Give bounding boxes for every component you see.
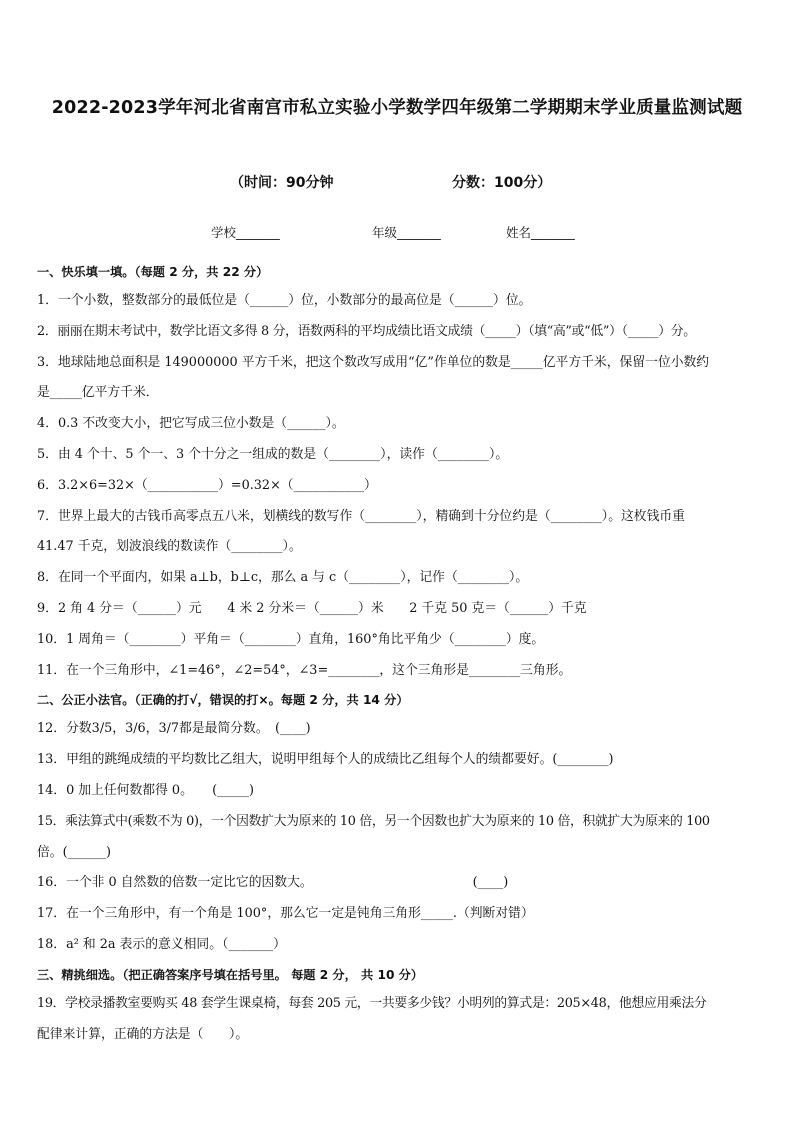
question-line: 2．丽丽在期末考试中，数学比语文多得 8 分，语数两科的平均成绩比语文成绩（_____）（填“高”或“低”）（_____）分。	[37, 323, 696, 339]
question-line: 配律来计算，正确的方法是（ ）。	[37, 1026, 249, 1042]
question-line: 16．一个非 0 自然数的倍数一定比它的因数大。 (____)	[37, 875, 509, 891]
grade-field: 年级_______	[372, 225, 441, 240]
question-line: 11．在一个三角形中，∠1=46°，∠2=54°，∠3=________，这个三角形是________三角形。	[37, 662, 572, 678]
question-line: 15．乘法算式中(乘数不为 0)，一个因数扩大为原来的 10 倍，另一个因数也扩大为原来的 10 倍，积就扩大为原来的 100	[37, 813, 710, 829]
question-line: 倍。(______)	[37, 844, 111, 860]
question-line: 14．0 加上任何数都得 0。 (_____)	[37, 782, 255, 798]
question-line: 7．世界上最大的古钱币高零点五八米，划横线的数写作（________），精确到十分位约是（________）。这枚钱币重	[37, 508, 685, 524]
question-list	[37, 258, 762, 1050]
page-title: 2022-2023学年河北省南宫市私立实验小学数学四年级第二学期期末学业质量监测试题	[51, 98, 743, 118]
question-line: 1．一个小数，整数部分的最低位是（______）位，小数部分的最高位是（______）位。	[37, 293, 532, 308]
exam-time: （时间：90分钟	[230, 175, 334, 191]
question-line: 19．学校录播教室要购买 48 套学生课桌椅，每套 205 元，一共要多少钱？小明列的算式是：205×48，他想应用乘法分	[37, 995, 707, 1011]
question-line: 12．分数3/5，3/6，3/7都是最简分数。 (____)	[37, 721, 311, 737]
section-heading: 二、公正小法官。（正确的打√，错误的打×。每题 2 分，共 14 分）	[37, 693, 409, 708]
section-heading: 三、精挑细选。（把正确答案序号填在括号里。 每题 2 分， 共 10 分）	[37, 967, 424, 982]
question-line: 是_____亿平方千米．	[37, 385, 159, 401]
name-field: 姓名_______	[506, 225, 575, 240]
school-field: 学校_______	[211, 225, 280, 240]
question-line: 41.47 千克，划波浪线的数读作（________）。	[37, 539, 302, 555]
question-line: 6．3.2×6=32×（___________）=0.32×（___________）	[37, 477, 377, 493]
question-line: 10．1 周角＝（________）平角＝（________）直角，160°角比平角少（________）度。	[37, 631, 545, 647]
question-line: 3．地球陆地总面积是 149000000 平方千米，把这个数改写成用“亿”作单位的数是_____亿平方千米，保留一位小数约	[37, 354, 710, 370]
question-line: 4．0.3 不改变大小，把它写成三位小数是（______）。	[37, 416, 345, 432]
question-line: 8．在同一个平面内，如果 a⊥b，b⊥c，那么 a 与 c（________），记作（________）。	[37, 570, 529, 586]
question-line: 5．由 4 个十、5 个一、3 个十分之一组成的数是（________），读作（________）。	[37, 446, 509, 462]
section-heading: 一、快乐填一填。（每题 2 分，共 22 分）	[37, 265, 269, 279]
question-line: 13．甲组的跳绳成绩的平均数比乙组大，说明甲组每个人的成绩比乙组每个人的绩都要好。(________)	[37, 752, 614, 768]
exam-score: 分数：100分）	[452, 175, 552, 191]
question-line: 18．a² 和 2a 表示的意义相同。（_______）	[37, 936, 286, 952]
question-line: 9．2 角 4 分＝（______）元 4 米 2 分米＝（______）米 2 千克 50 克＝（______）千克	[37, 600, 587, 616]
question-line: 17．在一个三角形中，有一个角是 100°，那么它一定是钝角三角形_____.（判断对错）	[37, 906, 534, 922]
